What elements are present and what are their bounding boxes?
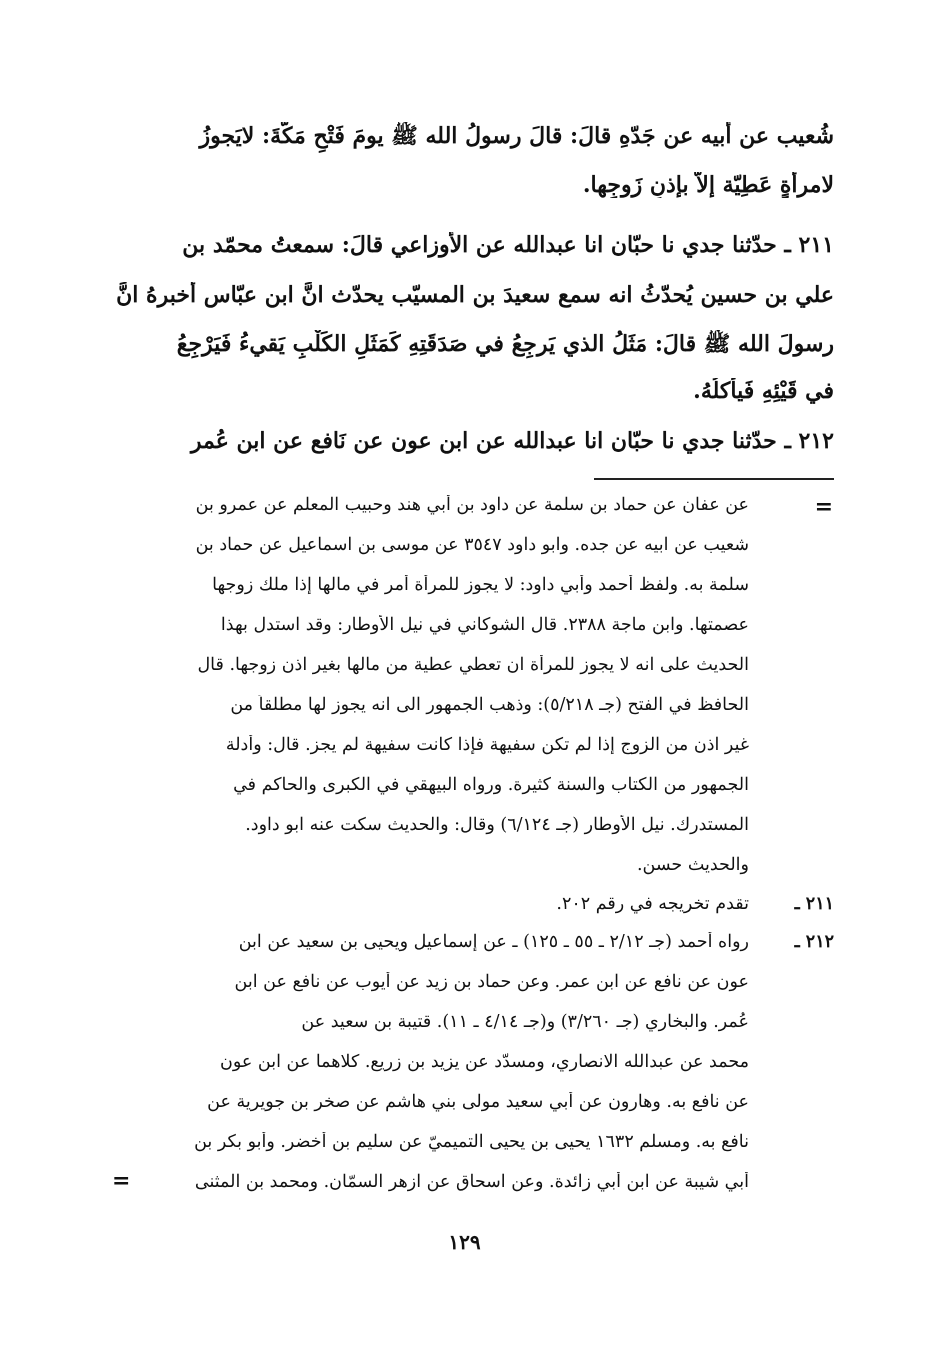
main-text-line: رسولَ الله ﷺ قالَ: مَثَلُ الذي يَرجِعُ في صَدَقَتِهِ كَمَثَلِ الكَلْبِ يَقيءُ فَيَرْجِعُ	[176, 331, 834, 357]
continuation-mark-top: =	[814, 494, 833, 520]
footnote-212-line: محمد عن عبدالله الانصاري، ومسدّد عن يزيد بن زريع. كلاهما عن ابن عون	[220, 1052, 749, 1072]
footnote-divider	[594, 478, 834, 480]
footnote-212-line: عون عن نافع عن ابن عمر. وعن حماد بن زيد عن أيوب عن نافع عن ابن	[234, 972, 749, 992]
footnote-212-line: نافع به. ومسلم ١٦٣٢ يحيى بن يحيى التميميّ عن سليم بن أخضر. وأبو بكر بن	[194, 1132, 749, 1152]
footnote-211-number: ٢١١ ـ	[794, 894, 834, 914]
footnote-line: الحديث على انه لا يجوز للمرأة ان تعطي عطية من مالها بغير اذن زوجها. قال	[197, 655, 749, 675]
footnote-212-line: عن نافع به. وهارون عن أبي سعيد مولى بني هاشم عن صخر بن جويرية عن	[207, 1092, 749, 1112]
footnote-line: عصمتها. وابن ماجة ٢٣٨٨. قال الشوكاني في نيل الأوطار: وقد استدل بهذا	[220, 615, 749, 635]
footnote-line: سلمة به. ولفظ أحمد وأبي داود: لا يجوز للمرأة أمر في مالها إذا ملك زوجها	[212, 575, 749, 595]
main-text-line: شُعيب عن أبيه عن جَدّهِ قالَ: قالَ رسولُ الله ﷺ يومَ فَتْحِ مَكَّةَ: لايَجوزُ	[199, 123, 834, 149]
footnote-211-text: تقدم تخريجه في رقم ٢٠٢.	[556, 894, 749, 914]
main-text-line: علي بن حسين يُحدّثُ انه سمع سعيدَ بن المسيّب يحدّث انَّ ابن عبّاس أخبرهُ انَّ	[116, 282, 834, 308]
footnote-212-line: عُمر. والبخاري (جـ ٣/٢٦٠) و(جـ ٤/١٤ ـ ١١). قتيبة بن سعيد عن	[301, 1012, 749, 1032]
footnote-line: عن عفان عن حماد بن سلمة عن داود بن أبي هند وحبيب المعلم عن عمرو بن	[195, 495, 749, 515]
footnote-line: شعيب عن ابيه عن جده. وابو داود ٣٥٤٧ عن موسى بن اسماعيل عن حماد بن	[195, 535, 749, 555]
footnote-212-number: ٢١٢ ـ	[794, 932, 834, 952]
footnote-212-line: أبي شيبة عن ابن أبي زائدة. وعن اسحاق عن ازهر السمّان. ومحمد بن المثنى	[194, 1172, 749, 1192]
footnote-line: الجمهور من الكتاب والسنة كثيرة. ورواه البيهقي في الكبرى والحاكم في	[233, 775, 749, 795]
continuation-mark-bottom: =	[112, 1168, 131, 1194]
main-text-line: في قَيْئِهِ فَيأكلُهُ.	[693, 378, 834, 404]
hadith-211-line: ٢١١ ـ حدّثنا جدي نا حبّان انا عبدالله عن الأوزاعي قالَ: سمعتُ محمّد بن	[182, 232, 834, 258]
footnote-line: المستدرك. نيل الأوطار (جـ ٦/١٢٤) وقال: والحديث سكت عنه ابو داود.	[245, 815, 749, 835]
footnote-line: غير اذن من الزوج إذا لم تكن سفيهة فإذا كانت سفيهة لم يجز. قال: وأدلة	[225, 735, 749, 755]
footnote-212-line: رواه أحمد (جـ ٢/١٢ ـ ٥٥ ـ ١٢٥) ـ عن إسماعيل ويحيى بن سعيد عن ابن	[238, 932, 749, 952]
footnote-line: والحديث حسن.	[636, 855, 749, 875]
page-number: ١٢٩	[448, 1230, 481, 1254]
main-text-line: لامرأَةٍ عَطِيّة إلاّ بإذنِ زَوجِها.	[582, 172, 834, 198]
footnote-line: الحافظ في الفتح (جـ ٥/٢١٨): وذهب الجمهور الى انه يجوز لها مطلقاً من	[230, 695, 749, 715]
hadith-212-line: ٢١٢ ـ حدّثنا جدي نا حبّان انا عبدالله عن ابن عون عن نَافع عن ابن عُمر	[190, 428, 834, 454]
